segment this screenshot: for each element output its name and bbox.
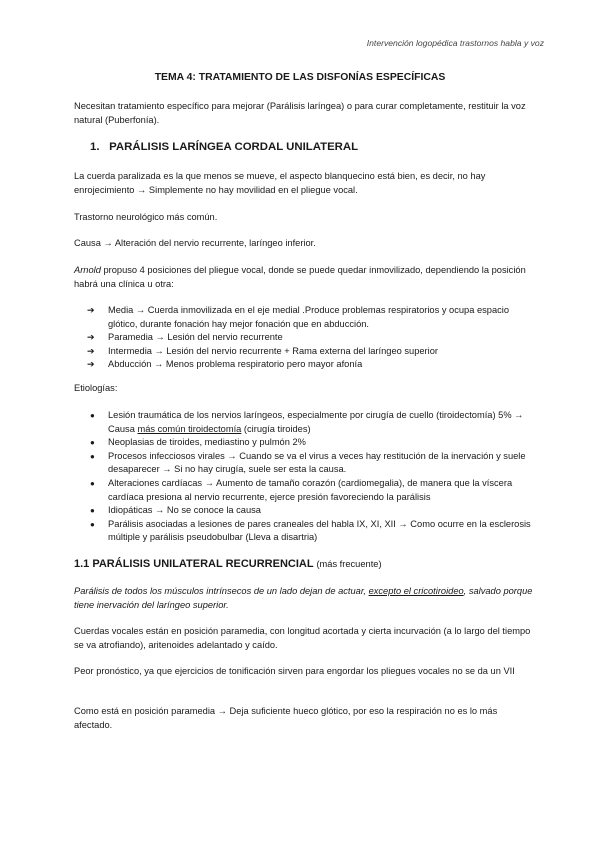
paragraph-trastorno: Trastorno neurológico más común. — [74, 212, 218, 222]
paragraph-paralisis-musculos: Parálisis de todos los músculos intrínsecos de un lado dejan de actuar, excepto el cricotiroideo, salvado porque tiene inervación del laríngeo superior. — [74, 586, 533, 610]
section-1-1-note: (más frecuente) — [316, 559, 382, 569]
arrow-icon: ➔ — [87, 345, 95, 356]
bullet-icon: ● — [90, 519, 95, 529]
positions-list — [87, 304, 538, 372]
paragraph-causa: Causa → Alteración del nervio recurrente, laríngeo inferior. — [74, 238, 316, 248]
list-item: ● Idiopáticas → No se conoce la causa — [108, 504, 538, 518]
list-item: ➔ Intermedia → Lesión del nervio recurrente + Rama externa del laríngeo superior — [108, 345, 538, 359]
bullet-icon: ● — [90, 451, 95, 461]
running-header: Intervención logopédica trastornos habla y voz — [366, 38, 544, 48]
arnold-name: Arnold — [74, 265, 101, 275]
list-item: ● Alteraciones cardíacas → Aumento de tamaño corazón (cardiomegalia), de manera que la víscera cardíaca presiona al nervio recurrente, ejerce presión favoreciendo la parálisis — [90, 477, 513, 502]
list-item: ● Parálisis asociadas a lesiones de pares craneales del habla IX, XI, XII → Como ocurre en la esclerosis múltiple y parálisis pseudobulbar (Lleva a disartria) — [90, 518, 531, 543]
arnold-text: propuso 4 posiciones del pliegue vocal, donde se puede quedar inmovilizado, dependiendo la posición habrá una clínica u otra: — [74, 265, 526, 289]
bullet-icon: ● — [90, 478, 95, 488]
list-item: ➔ Abducción → Menos problema respiratorio pero mayor afonía — [108, 358, 538, 372]
arrow-icon: ➔ — [87, 332, 95, 343]
paragraph-cuerdas-vocales: Cuerdas vocales están en posición paramedia, con longitud acortada y cierta incurvación (a lo largo del tiempo se va atrofiando), aritenoides adelantado y caído. — [74, 626, 531, 650]
section-1-title: PARÁLISIS LARÍNGEA CORDAL UNILATERAL — [109, 141, 359, 153]
etiologias-list — [90, 409, 538, 545]
etiologias-label: Etiologías: — [74, 383, 118, 393]
bullet-icon: ● — [90, 438, 95, 448]
paragraph-posicion-paramedia: Como está en posición paramedia → Deja suficiente hueco glótico, por eso la respiración no es lo más afectado. — [74, 706, 498, 730]
arrow-icon: ➔ — [87, 359, 95, 370]
document-title: TEMA 4: TRATAMIENTO DE LAS DISFONÍAS ESPECÍFICAS — [154, 72, 446, 83]
list-item: ● Lesión traumática de los nervios laríngeos, especialmente por cirugía de cuello (tiroidectomía) 5% → Causa más común tiroidectomía (cirugía tiroides) — [90, 410, 524, 434]
list-item: ● Procesos infecciosos virales → Cuando se va el virus a veces hay restitución de la inervación y suele desaparecer → Si no hay cirugía, suele ser esta la causa. — [90, 450, 526, 475]
paragraph-cuerda-paralizada: La cuerda paralizada es la que menos se mueve, el aspecto blanquecino está bien, es decir, no hay enrojecimiento → Simplemente no hay movilidad en el pliegue vocal. — [74, 171, 486, 195]
paragraph-arnold — [74, 264, 534, 291]
section-1-heading — [90, 141, 358, 153]
section-1-1-heading — [74, 558, 382, 570]
bullet-icon: ● — [90, 506, 95, 516]
section-1-number: 1. — [90, 141, 100, 153]
list-item: ➔ Media → Cuerda inmovilizada en el eje medial .Produce problemas respiratorios y ocupa espacio glótico, durante fonación hay mejor fonación que en abducción. — [87, 305, 510, 329]
list-item: ● Neoplasias de tiroides, mediastino y pulmón 2% — [108, 436, 538, 450]
arrow-icon: ➔ — [87, 305, 95, 315]
section-1-1-title: 1.1 PARÁLISIS UNILATERAL RECURRENCIAL — [74, 558, 314, 570]
intro-paragraph: Necesitan tratamiento específico para mejorar (Parálisis laríngea) o para curar completamente, restituir la voz natural (Puberfonía). — [74, 101, 526, 125]
bullet-icon: ● — [90, 411, 95, 420]
list-item: ➔ Paramedia → Lesión del nervio recurrente — [108, 331, 538, 345]
paragraph-pronostico: Peor pronóstico, ya que ejercicios de tonificación sirven para engordar los pliegues vocales no se da un VII — [74, 666, 515, 676]
